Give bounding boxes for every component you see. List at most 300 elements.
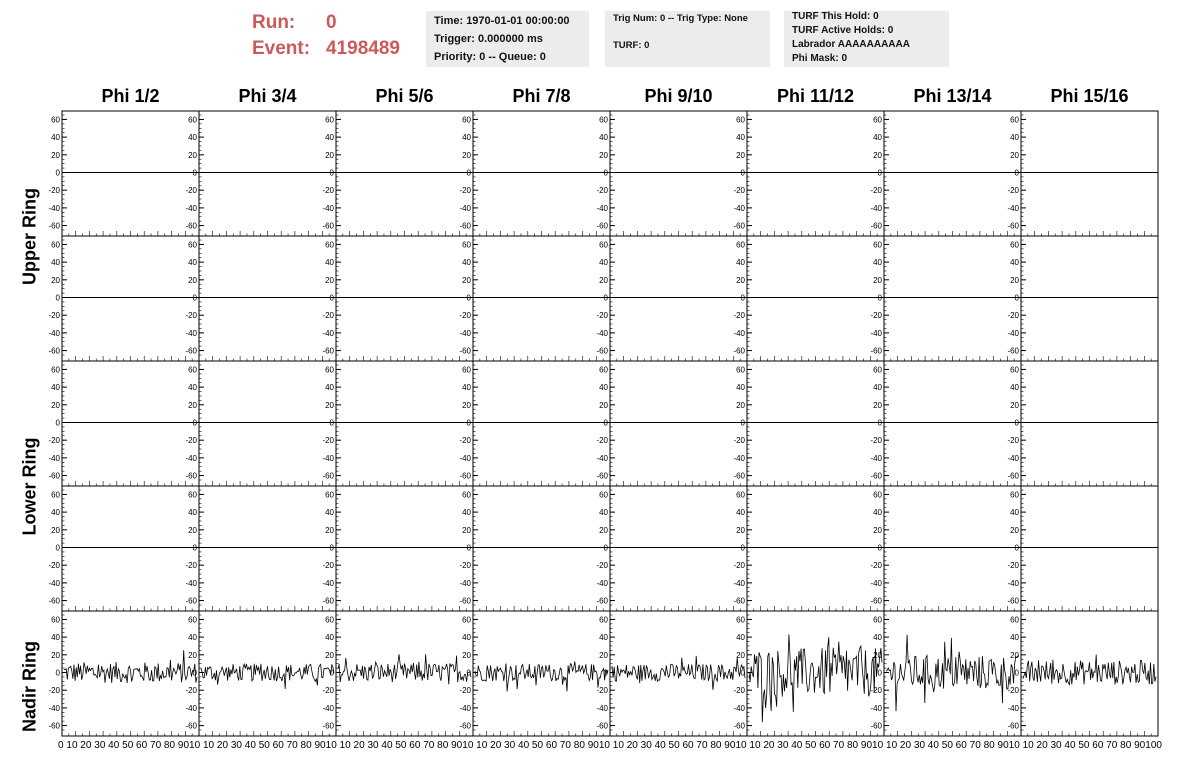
panel-frame	[747, 111, 884, 236]
y-tick-label: 60	[325, 365, 334, 375]
waveform-trace	[1023, 655, 1156, 685]
y-tick-label: -60	[322, 471, 334, 481]
panel-frame	[610, 611, 747, 736]
y-tick-label: -40	[48, 453, 60, 463]
y-tick-label: 20	[51, 650, 60, 660]
y-tick-label: 20	[599, 650, 608, 660]
column-header-8: Phi 15/16	[1050, 86, 1129, 106]
y-tick-label: -40	[733, 203, 745, 213]
y-tick-label: 60	[1010, 240, 1019, 250]
row-label-lower: Lower Ring	[19, 437, 40, 536]
turf-active-holds-text: TURF Active Holds: 0	[792, 25, 894, 36]
y-tick-label: 40	[462, 633, 471, 643]
y-tick-label: -60	[185, 471, 197, 481]
y-tick-label: 60	[1010, 365, 1019, 375]
y-tick-label: 40	[462, 383, 471, 393]
y-tick-label: 0	[877, 293, 882, 303]
column-header-2: Phi 3/4	[238, 86, 297, 106]
y-tick-label: 0	[740, 418, 745, 428]
y-tick-label: 60	[51, 240, 60, 250]
y-tick-label: 40	[188, 633, 197, 643]
y-tick-label: 60	[188, 115, 197, 125]
y-tick-label: 40	[325, 508, 334, 518]
y-tick-label: 0	[603, 293, 608, 303]
panel-frame	[336, 486, 473, 611]
y-tick-label: 60	[873, 115, 882, 125]
y-tick-label: 60	[325, 240, 334, 250]
event-label: Event:	[252, 38, 311, 59]
panel-frame	[62, 361, 199, 486]
panel-frame	[747, 236, 884, 361]
y-tick-label: 40	[873, 633, 882, 643]
y-tick-label: 20	[599, 275, 608, 285]
panel-r3-c3	[322, 361, 473, 486]
y-tick-label: 60	[188, 490, 197, 500]
y-tick-label: -40	[459, 703, 471, 713]
panel-r5-c4	[459, 611, 610, 736]
y-tick-label: -60	[459, 221, 471, 231]
y-tick-label: -60	[596, 346, 608, 356]
y-tick-label: 60	[188, 615, 197, 625]
y-tick-label: -20	[870, 686, 882, 696]
y-tick-label: 60	[873, 240, 882, 250]
y-tick-label: 0	[192, 168, 197, 178]
y-tick-label: -40	[1007, 703, 1019, 713]
y-tick-label: -20	[1007, 686, 1019, 696]
y-tick-label: 0	[1014, 418, 1019, 428]
waveform-trace	[338, 654, 471, 684]
y-tick-label: 40	[736, 383, 745, 393]
y-tick-label: -60	[185, 596, 197, 606]
y-tick-label: -20	[459, 311, 471, 321]
y-tick-label: -60	[459, 721, 471, 731]
y-tick-label: 0	[329, 668, 334, 678]
y-tick-label: -40	[870, 453, 882, 463]
y-tick-label: 40	[599, 133, 608, 143]
y-tick-label: 40	[51, 508, 60, 518]
y-tick-label: -60	[185, 346, 197, 356]
y-tick-label: -60	[185, 221, 197, 231]
y-tick-label: -60	[733, 346, 745, 356]
y-tick-label: -20	[185, 686, 197, 696]
panel-frame	[336, 111, 473, 236]
y-tick-label: -40	[185, 453, 197, 463]
y-tick-label: 20	[736, 525, 745, 535]
panel-r2-c8	[1007, 236, 1158, 361]
panel-r1-c1	[48, 111, 199, 236]
y-tick-label: -20	[596, 686, 608, 696]
y-tick-label: -20	[459, 561, 471, 571]
panel-r2-c2	[185, 236, 336, 361]
y-tick-label: -60	[322, 721, 334, 731]
panel-frame	[747, 361, 884, 486]
y-tick-label: 60	[462, 490, 471, 500]
y-tick-label: 0	[603, 418, 608, 428]
y-tick-label: 0	[329, 543, 334, 553]
y-tick-label: 20	[51, 525, 60, 535]
y-tick-label: 60	[599, 115, 608, 125]
y-tick-label: 20	[736, 400, 745, 410]
panel-r4-c8	[1007, 486, 1158, 611]
phi-mask-text: Phi Mask: 0	[792, 53, 848, 64]
y-tick-label: 60	[325, 615, 334, 625]
y-tick-label: -20	[596, 311, 608, 321]
y-tick-label: -40	[870, 328, 882, 338]
y-tick-label: 0	[192, 418, 197, 428]
y-tick-label: -20	[48, 311, 60, 321]
y-tick-label: 40	[462, 133, 471, 143]
y-tick-label: -20	[48, 436, 60, 446]
panel-r4-c1	[48, 486, 199, 611]
panel-r3-c4	[459, 361, 610, 486]
y-tick-label: -40	[733, 578, 745, 588]
column-header-5: Phi 9/10	[644, 86, 713, 106]
y-tick-label: 60	[873, 365, 882, 375]
y-tick-label: 20	[325, 650, 334, 660]
y-tick-label: -20	[733, 311, 745, 321]
y-tick-label: -40	[596, 328, 608, 338]
y-tick-label: -60	[1007, 721, 1019, 731]
y-tick-label: 40	[325, 258, 334, 268]
column-header-3: Phi 5/6	[375, 86, 434, 106]
y-tick-label: 20	[188, 650, 197, 660]
y-tick-label: -40	[596, 578, 608, 588]
turf-this-hold-text: TURF This Hold: 0	[792, 11, 879, 22]
y-tick-label: -40	[459, 578, 471, 588]
y-tick-label: 60	[599, 615, 608, 625]
y-tick-label: -20	[870, 186, 882, 196]
y-tick-label: 0	[466, 418, 471, 428]
panel-r1-c6	[733, 111, 884, 236]
y-tick-label: -20	[733, 686, 745, 696]
y-tick-label: 40	[325, 383, 334, 393]
y-tick-label: 20	[873, 650, 882, 660]
column-header-1: Phi 1/2	[101, 86, 160, 106]
panel-r2-c3	[322, 236, 473, 361]
panel-frame	[336, 361, 473, 486]
y-tick-label: 40	[188, 383, 197, 393]
y-tick-label: 40	[873, 508, 882, 518]
y-tick-label: 0	[466, 168, 471, 178]
panel-r5-c2	[185, 611, 336, 736]
y-tick-label: 40	[325, 633, 334, 643]
y-tick-label: -20	[1007, 436, 1019, 446]
panel-frame	[884, 236, 1021, 361]
y-tick-label: -60	[733, 596, 745, 606]
panel-r4-c4	[459, 486, 610, 611]
y-tick-label: 0	[1014, 668, 1019, 678]
panel-frame	[1021, 236, 1158, 361]
panel-frame	[884, 361, 1021, 486]
y-tick-label: 20	[599, 400, 608, 410]
y-tick-label: 40	[1010, 383, 1019, 393]
y-tick-label: 20	[599, 525, 608, 535]
y-tick-label: 20	[325, 275, 334, 285]
y-tick-label: -60	[48, 221, 60, 231]
y-tick-label: 60	[325, 115, 334, 125]
panel-frame	[1021, 486, 1158, 611]
priority-text: Priority: 0 -- Queue: 0	[434, 51, 546, 63]
y-tick-label: 0	[329, 293, 334, 303]
y-tick-label: -40	[185, 578, 197, 588]
y-tick-label: -40	[185, 328, 197, 338]
panel-r1-c8	[1007, 111, 1158, 236]
y-tick-label: 60	[462, 115, 471, 125]
panel-r3-c5	[596, 361, 747, 486]
column-header-4: Phi 7/8	[512, 86, 571, 106]
y-tick-label: -60	[870, 471, 882, 481]
y-tick-label: 20	[873, 525, 882, 535]
panel-r3-c2	[185, 361, 336, 486]
y-tick-label: -40	[322, 453, 334, 463]
waveform-trace	[749, 634, 882, 722]
y-tick-label: -60	[185, 721, 197, 731]
y-tick-label: -40	[1007, 328, 1019, 338]
y-tick-label: -20	[596, 186, 608, 196]
row-label-nadir: Nadir Ring	[19, 641, 40, 733]
y-tick-label: -60	[596, 471, 608, 481]
y-tick-label: -20	[48, 686, 60, 696]
y-tick-label: 40	[599, 383, 608, 393]
y-tick-label: -40	[322, 578, 334, 588]
column-header-7: Phi 13/14	[913, 86, 992, 106]
y-tick-label: 40	[51, 633, 60, 643]
y-tick-label: -20	[733, 186, 745, 196]
panel-frame	[1021, 361, 1158, 486]
y-tick-label: -20	[596, 561, 608, 571]
panel-r5-c8	[1007, 611, 1158, 736]
y-tick-label: 0	[55, 293, 60, 303]
panel-frame	[610, 486, 747, 611]
y-tick-label: 40	[599, 633, 608, 643]
y-tick-label: -20	[870, 436, 882, 446]
y-tick-label: 40	[736, 258, 745, 268]
y-tick-label: -40	[733, 328, 745, 338]
y-tick-label: 40	[188, 508, 197, 518]
panel-r2-c6	[733, 236, 884, 361]
panel-frame	[610, 361, 747, 486]
panel-frame	[336, 236, 473, 361]
y-tick-label: 20	[51, 150, 60, 160]
y-tick-label: 60	[1010, 615, 1019, 625]
y-tick-label: -60	[459, 346, 471, 356]
panel-r1-c3	[322, 111, 473, 236]
y-tick-label: 20	[1010, 650, 1019, 660]
y-tick-label: -20	[185, 311, 197, 321]
panel-r4-c3	[322, 486, 473, 611]
y-tick-label: -20	[322, 186, 334, 196]
y-tick-label: -60	[733, 721, 745, 731]
panel-frame	[884, 111, 1021, 236]
y-tick-label: -40	[596, 703, 608, 713]
y-tick-label: 60	[599, 240, 608, 250]
y-tick-label: 0	[466, 668, 471, 678]
column-header-6: Phi 11/12	[776, 86, 855, 106]
panel-frame	[62, 486, 199, 611]
y-tick-label: -40	[48, 328, 60, 338]
y-tick-label: 60	[51, 365, 60, 375]
trigger-text: Trigger: 0.000000 ms	[434, 33, 543, 45]
y-tick-label: 20	[873, 150, 882, 160]
y-tick-label: -20	[1007, 311, 1019, 321]
y-tick-label: 20	[599, 150, 608, 160]
y-tick-label: 40	[599, 508, 608, 518]
y-tick-label: -40	[48, 578, 60, 588]
panel-r3-c7	[870, 361, 1021, 486]
y-tick-label: 60	[188, 240, 197, 250]
y-tick-label: -40	[322, 328, 334, 338]
y-tick-label: -20	[322, 686, 334, 696]
y-tick-label: 60	[873, 615, 882, 625]
y-tick-label: 20	[325, 400, 334, 410]
y-tick-label: 0	[740, 668, 745, 678]
y-tick-label: 0	[1014, 293, 1019, 303]
y-tick-label: -20	[185, 436, 197, 446]
y-tick-label: -40	[185, 203, 197, 213]
y-tick-label: -40	[459, 328, 471, 338]
panel-r5-c1	[48, 611, 199, 736]
panel-frame	[473, 486, 610, 611]
y-tick-label: 0	[740, 168, 745, 178]
y-tick-label: 20	[188, 525, 197, 535]
panel-r5-c3	[322, 611, 473, 736]
y-tick-label: 20	[736, 650, 745, 660]
y-tick-label: -60	[870, 721, 882, 731]
y-tick-label: -60	[870, 221, 882, 231]
y-tick-label: -60	[48, 596, 60, 606]
y-tick-label: -20	[459, 686, 471, 696]
y-tick-label: -40	[459, 203, 471, 213]
y-tick-label: 40	[873, 258, 882, 268]
y-tick-label: 0	[329, 418, 334, 428]
panel-r3-c1	[48, 361, 199, 486]
y-tick-label: 60	[736, 615, 745, 625]
y-tick-label: 0	[55, 543, 60, 553]
y-tick-label: -60	[459, 596, 471, 606]
event-value: 4198489	[326, 38, 400, 59]
y-tick-label: -20	[870, 561, 882, 571]
panel-r5-c6	[733, 611, 884, 736]
y-tick-label: 40	[188, 133, 197, 143]
y-tick-label: 40	[736, 633, 745, 643]
y-tick-label: 20	[736, 150, 745, 160]
panel-frame	[473, 236, 610, 361]
y-tick-label: 40	[873, 133, 882, 143]
y-tick-label: 0	[740, 543, 745, 553]
y-tick-label: 20	[325, 525, 334, 535]
y-tick-label: -20	[733, 561, 745, 571]
y-tick-label: 60	[873, 490, 882, 500]
waveform-trace	[201, 664, 334, 689]
y-tick-label: -40	[1007, 578, 1019, 588]
y-tick-label: 60	[1010, 115, 1019, 125]
panel-r2-c5	[596, 236, 747, 361]
y-tick-label: 20	[462, 525, 471, 535]
y-tick-label: 20	[188, 400, 197, 410]
y-tick-label: 40	[1010, 133, 1019, 143]
y-tick-label: 0	[603, 168, 608, 178]
panel-r4-c2	[185, 486, 336, 611]
panel-frame	[610, 236, 747, 361]
y-tick-label: -60	[1007, 596, 1019, 606]
y-tick-label: -60	[870, 596, 882, 606]
y-tick-label: 0	[55, 668, 60, 678]
panel-frame	[199, 361, 336, 486]
labrador-text: Labrador AAAAAAAAAA	[792, 39, 910, 50]
y-tick-label: -40	[322, 203, 334, 213]
y-tick-label: 20	[462, 275, 471, 285]
y-tick-label: -60	[870, 346, 882, 356]
y-tick-label: -20	[322, 436, 334, 446]
y-tick-label: -20	[870, 311, 882, 321]
y-tick-label: 60	[599, 490, 608, 500]
run-label: Run:	[252, 12, 296, 33]
panel-r2-c7	[870, 236, 1021, 361]
y-tick-label: 20	[1010, 400, 1019, 410]
y-tick-label: -20	[459, 186, 471, 196]
y-tick-label: -60	[1007, 346, 1019, 356]
y-tick-label: 60	[51, 490, 60, 500]
y-tick-label: -20	[1007, 561, 1019, 571]
x-axis-tick-labels: 0 10 20 30 40 50 60 70 80 9010 10 20 30 40 50 60 70 80 9010 10 20 30 40 50 60 70 80 9010 10 20 30 40 50 60 70 80 9010 10 20 30 40 50 60 70 80 9010 10 20 30 40 50 60 70 80 9010 10 20 30 40 50 60 70 80 9010 10 20 30 40 50 60 70 80 90100	[58, 740, 1163, 751]
y-tick-label: 40	[1010, 258, 1019, 268]
y-tick-label: -60	[322, 346, 334, 356]
panel-frame	[747, 486, 884, 611]
y-tick-label: 0	[55, 168, 60, 178]
y-tick-label: 0	[877, 418, 882, 428]
y-tick-label: 60	[51, 115, 60, 125]
y-tick-label: -60	[733, 471, 745, 481]
y-tick-label: -40	[596, 453, 608, 463]
y-tick-label: 60	[462, 365, 471, 375]
y-tick-label: 0	[192, 543, 197, 553]
y-tick-label: 60	[188, 365, 197, 375]
y-tick-label: 40	[873, 383, 882, 393]
y-tick-label: -40	[1007, 453, 1019, 463]
y-tick-label: -60	[733, 221, 745, 231]
y-tick-label: 20	[188, 275, 197, 285]
panel-r1-c5	[596, 111, 747, 236]
y-tick-label: 40	[462, 258, 471, 268]
y-tick-label: 0	[603, 543, 608, 553]
y-tick-label: 0	[192, 293, 197, 303]
y-tick-label: 60	[462, 615, 471, 625]
y-tick-label: -20	[1007, 186, 1019, 196]
panel-r4-c6	[733, 486, 884, 611]
y-tick-label: 20	[873, 275, 882, 285]
panel-frame	[884, 486, 1021, 611]
y-tick-label: 40	[599, 258, 608, 268]
y-tick-label: 20	[462, 650, 471, 660]
panel-r1-c4	[459, 111, 610, 236]
panel-frame	[199, 236, 336, 361]
y-tick-label: -20	[459, 436, 471, 446]
y-tick-label: -60	[1007, 471, 1019, 481]
panel-frame	[610, 111, 747, 236]
panel-frame	[199, 111, 336, 236]
waveform-trace	[612, 656, 745, 690]
y-tick-label: 20	[188, 150, 197, 160]
y-tick-label: -40	[733, 703, 745, 713]
y-tick-label: 40	[1010, 633, 1019, 643]
y-tick-label: -40	[322, 703, 334, 713]
run-value: 0	[326, 12, 337, 33]
waveform-trace	[64, 650, 197, 683]
y-tick-label: -20	[596, 436, 608, 446]
y-tick-label: -20	[322, 311, 334, 321]
panel-r2-c1	[48, 236, 199, 361]
y-tick-label: -60	[1007, 221, 1019, 231]
